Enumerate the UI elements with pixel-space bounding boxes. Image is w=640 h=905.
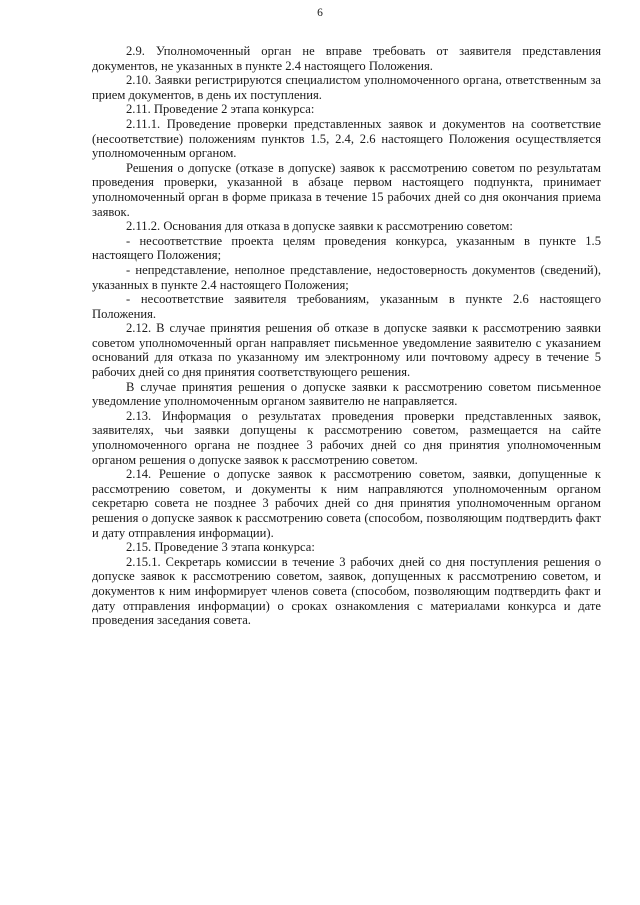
page-number: 6 (317, 7, 323, 19)
paragraph-admission-notice: В случае принятия решения о допуске заявки к рассмотрению советом письменное уведомление уполномоченным органом заявителю не направляется. (92, 379, 601, 409)
paragraph-2-13: 2.13. Информация о результатах проведения проверки представленных заявок, заявителях, чьи заявки допущены к рассмотрению советом, размещается на сайте уполномоченного органа не позднее 3 рабочих дней со дня принятия уполномоченным органом решения о допуске заявок к рассмотрению советом. (92, 408, 601, 467)
paragraph-2-15: 2.15. Проведение 3 этапа конкурса: (126, 540, 315, 555)
list-item: - непредставление, неполное представление, недостоверность документов (сведений), указанных в пункте 2.4 настоящего Положения; (92, 262, 601, 292)
paragraph-2-11-1: 2.11.1. Проведение проверки представленных заявок и документов на соответствие (несоответствие) положениям пунктов 1.5, 2.4, 2.6 настоящего Положения осуществляется уполномоченным органом. (92, 116, 601, 161)
paragraph-2-15-1: 2.15.1. Секретарь комиссии в течение 3 рабочих дней со дня поступления решения о допуске заявок к рассмотрению советом, заявок, допущенных к рассмотрению советом, и документов к ним информирует членов совета (способом, позволяющим подтвердить факт и дату отправления информации) о сроках ознакомления с материалами конкурса и дате проведения заседания совета. (92, 554, 601, 628)
paragraph-decisions-admission: Решения о допуске (отказе в допуске) заявок к рассмотрению советом по результатам проведения проверки, указанной в абзаце первом настоящего подпункта, принимает уполномоченный орган в форме приказа в течение 15 рабочих дней со дня окончания приема заявок. (92, 160, 601, 219)
paragraph-2-12: 2.12. В случае принятия решения об отказе в допуске заявки к рассмотрению заявки советом уполномоченный орган направляет письменное уведомление заявителю с указанием оснований для отказа по указанному им электронному или почтовому адресу в течение 5 рабочих дней со дня принятия соответствующего решения. (92, 321, 601, 380)
paragraph-2-14: 2.14. Решение о допуске заявок к рассмотрению советом, заявки, допущенные к рассмотрению советом, и документы к ним направляются уполномоченным органом секретарю совета не позднее 3 рабочих дней со дня принятия уполномоченным органом решения о допуске заявок к рассмотрению совета (способом, позволяющим подтвердить факт и дату отправления информации). (92, 467, 601, 540)
paragraph-2-11: 2.11. Проведение 2 этапа конкурса: (126, 102, 315, 117)
document-body (92, 44, 601, 628)
paragraph-2-9: 2.9. Уполномоченный орган не вправе требовать от заявителя представления документов, не указанных в пункте 2.4 настоящего Положения. (92, 44, 601, 73)
list-item: - несоответствие проекта целям проведения конкурса, указанным в пункте 1.5 настоящего Положения; (92, 233, 601, 263)
paragraph-2-10: 2.10. Заявки регистрируются специалистом уполномоченного органа, ответственным за прием документов, в день их поступления. (92, 73, 601, 102)
list-item: - несоответствие заявителя требованиям, указанным в пункте 2.6 настоящего Положения. (92, 292, 601, 321)
paragraph-2-11-2: 2.11.2. Основания для отказа в допуске заявки к рассмотрению советом: (126, 219, 513, 234)
